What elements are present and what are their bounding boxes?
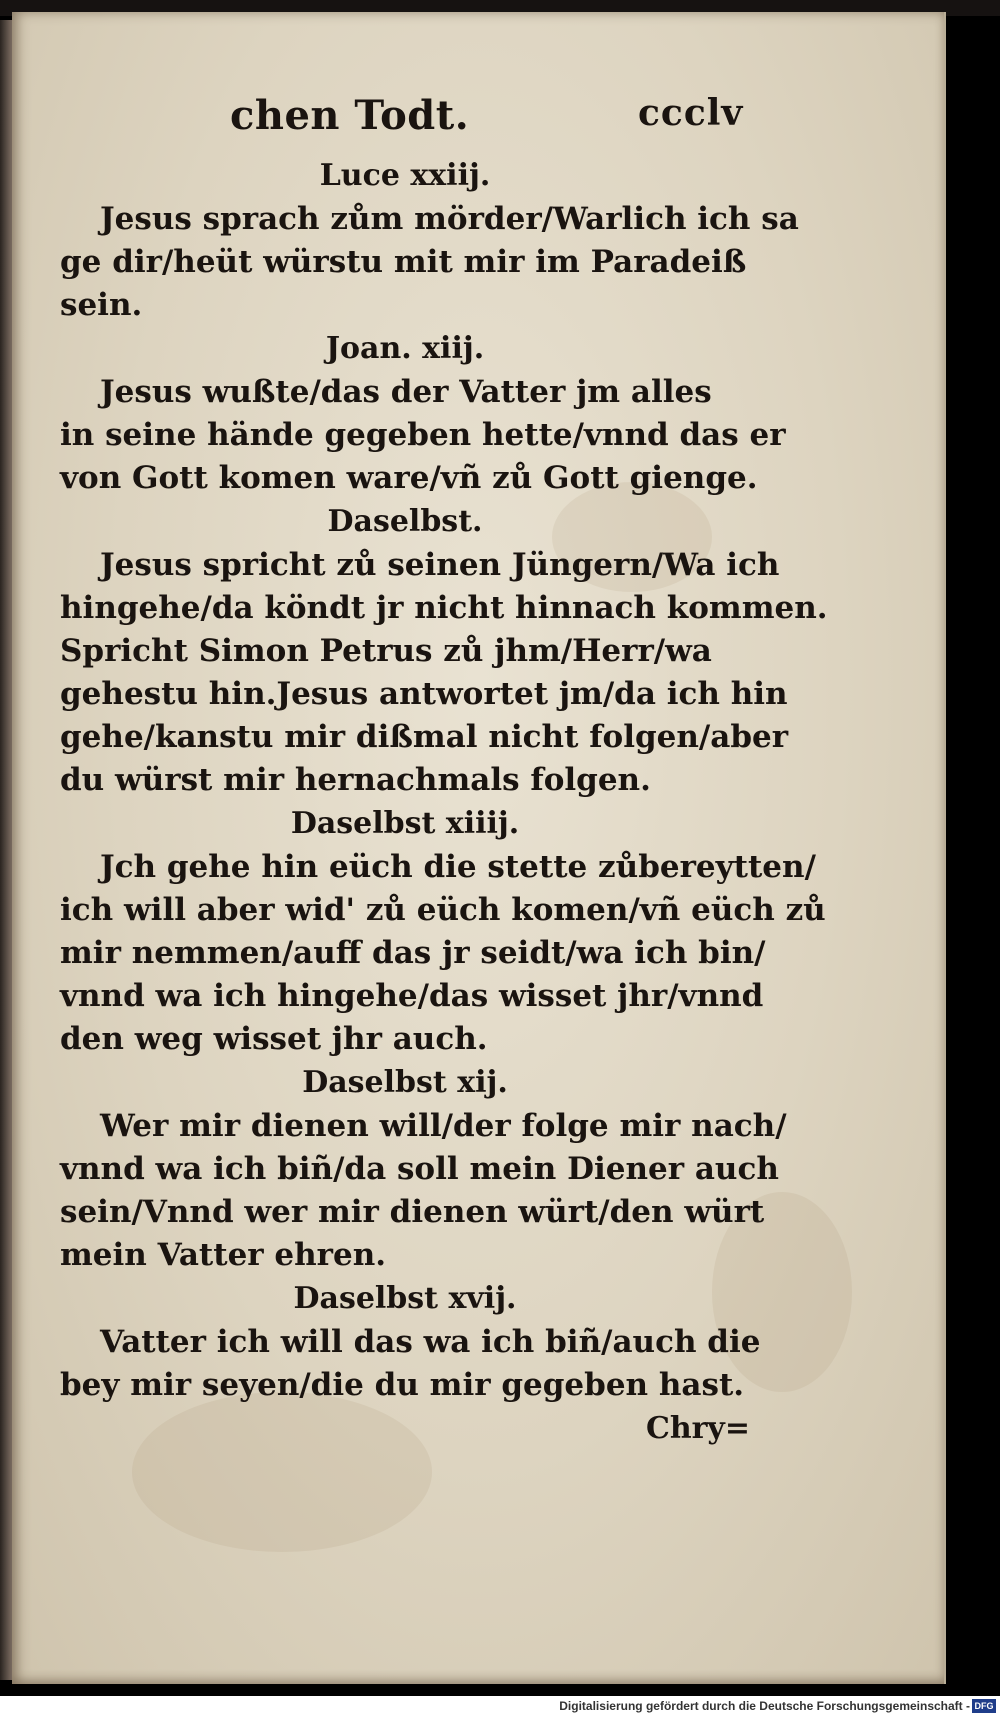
text-line: Jesus spricht zů seinen Jüngern/Wa ich [100,547,780,583]
funding-credit: Digitalisierung gefördert durch die Deutsche Forschungsgemeinschaft - [559,1699,970,1713]
text-line: sein. [60,287,143,323]
text-line: Vatter ich will das wa ich biñ/auch die [100,1324,761,1360]
text-line: Wer mir dienen will/der folge mir nach/ [100,1108,787,1144]
text-line: ich will aber wid' zů eüch komen/vñ eüch zů [60,892,826,928]
text-line: Jesus wußte/das der Vatter jm alles [100,374,712,410]
text-line: mein Vatter ehren. [60,1237,387,1273]
text-line: gehe/kanstu mir dißmal nicht folgen/aber [60,719,789,755]
dfg-logo: DFG [972,1699,996,1713]
text-line: gehestu hin.Jesus antwortet jm/da ich hin [60,676,788,712]
page-header [60,92,750,154]
text-line: bey mir seyen/die du mir gegeben hast. [60,1367,745,1403]
scripture-reference: Daselbst. [327,504,483,539]
scripture-reference: Daselbst xiiij. [290,806,520,841]
footer-bar [0,1696,1000,1718]
text-line: mir nemmen/auff das jr seidt/wa ich bin/ [60,935,766,971]
text-line: Spricht Simon Petrus zů jhm/Herr/wa [60,633,712,669]
scripture-reference: Daselbst xij. [302,1065,508,1100]
text-line: Jesus sprach zům mörder/Warlich ich sa [100,201,799,237]
page-text [60,92,828,1451]
body-text [60,154,828,1407]
text-line: hingehe/da köndt jr nicht hinnach kommen. [60,590,828,626]
text-line: von Gott komen ware/vñ zů Gott gienge. [60,460,758,496]
scripture-reference: Joan. xiij. [325,331,485,366]
running-title: chen Todt. [230,92,470,139]
text-line: den weg wisset jhr auch. [60,1021,488,1057]
text-line: Jch gehe hin eüch die stette zůbereytten/ [100,849,816,885]
text-line: vnnd wa ich hingehe/das wisset jhr/vnnd [60,978,764,1014]
text-line: vnnd wa ich biñ/da soll mein Diener auch [60,1151,779,1187]
catchword: Chry= [645,1411,750,1446]
text-line: ge dir/heüt würstu mit mir im Paradeiß [60,244,747,280]
folio-number: ccclv [638,92,744,134]
text-line: in seine hände gegeben hette/vnnd das er [60,417,786,453]
scripture-reference: Daselbst xvij. [293,1281,517,1316]
scripture-reference: Luce xxiij. [319,158,491,193]
text-line: sein/Vnnd wer mir dienen würt/den würt [60,1194,765,1230]
text-line: du würst mir hernachmals folgen. [60,762,651,798]
